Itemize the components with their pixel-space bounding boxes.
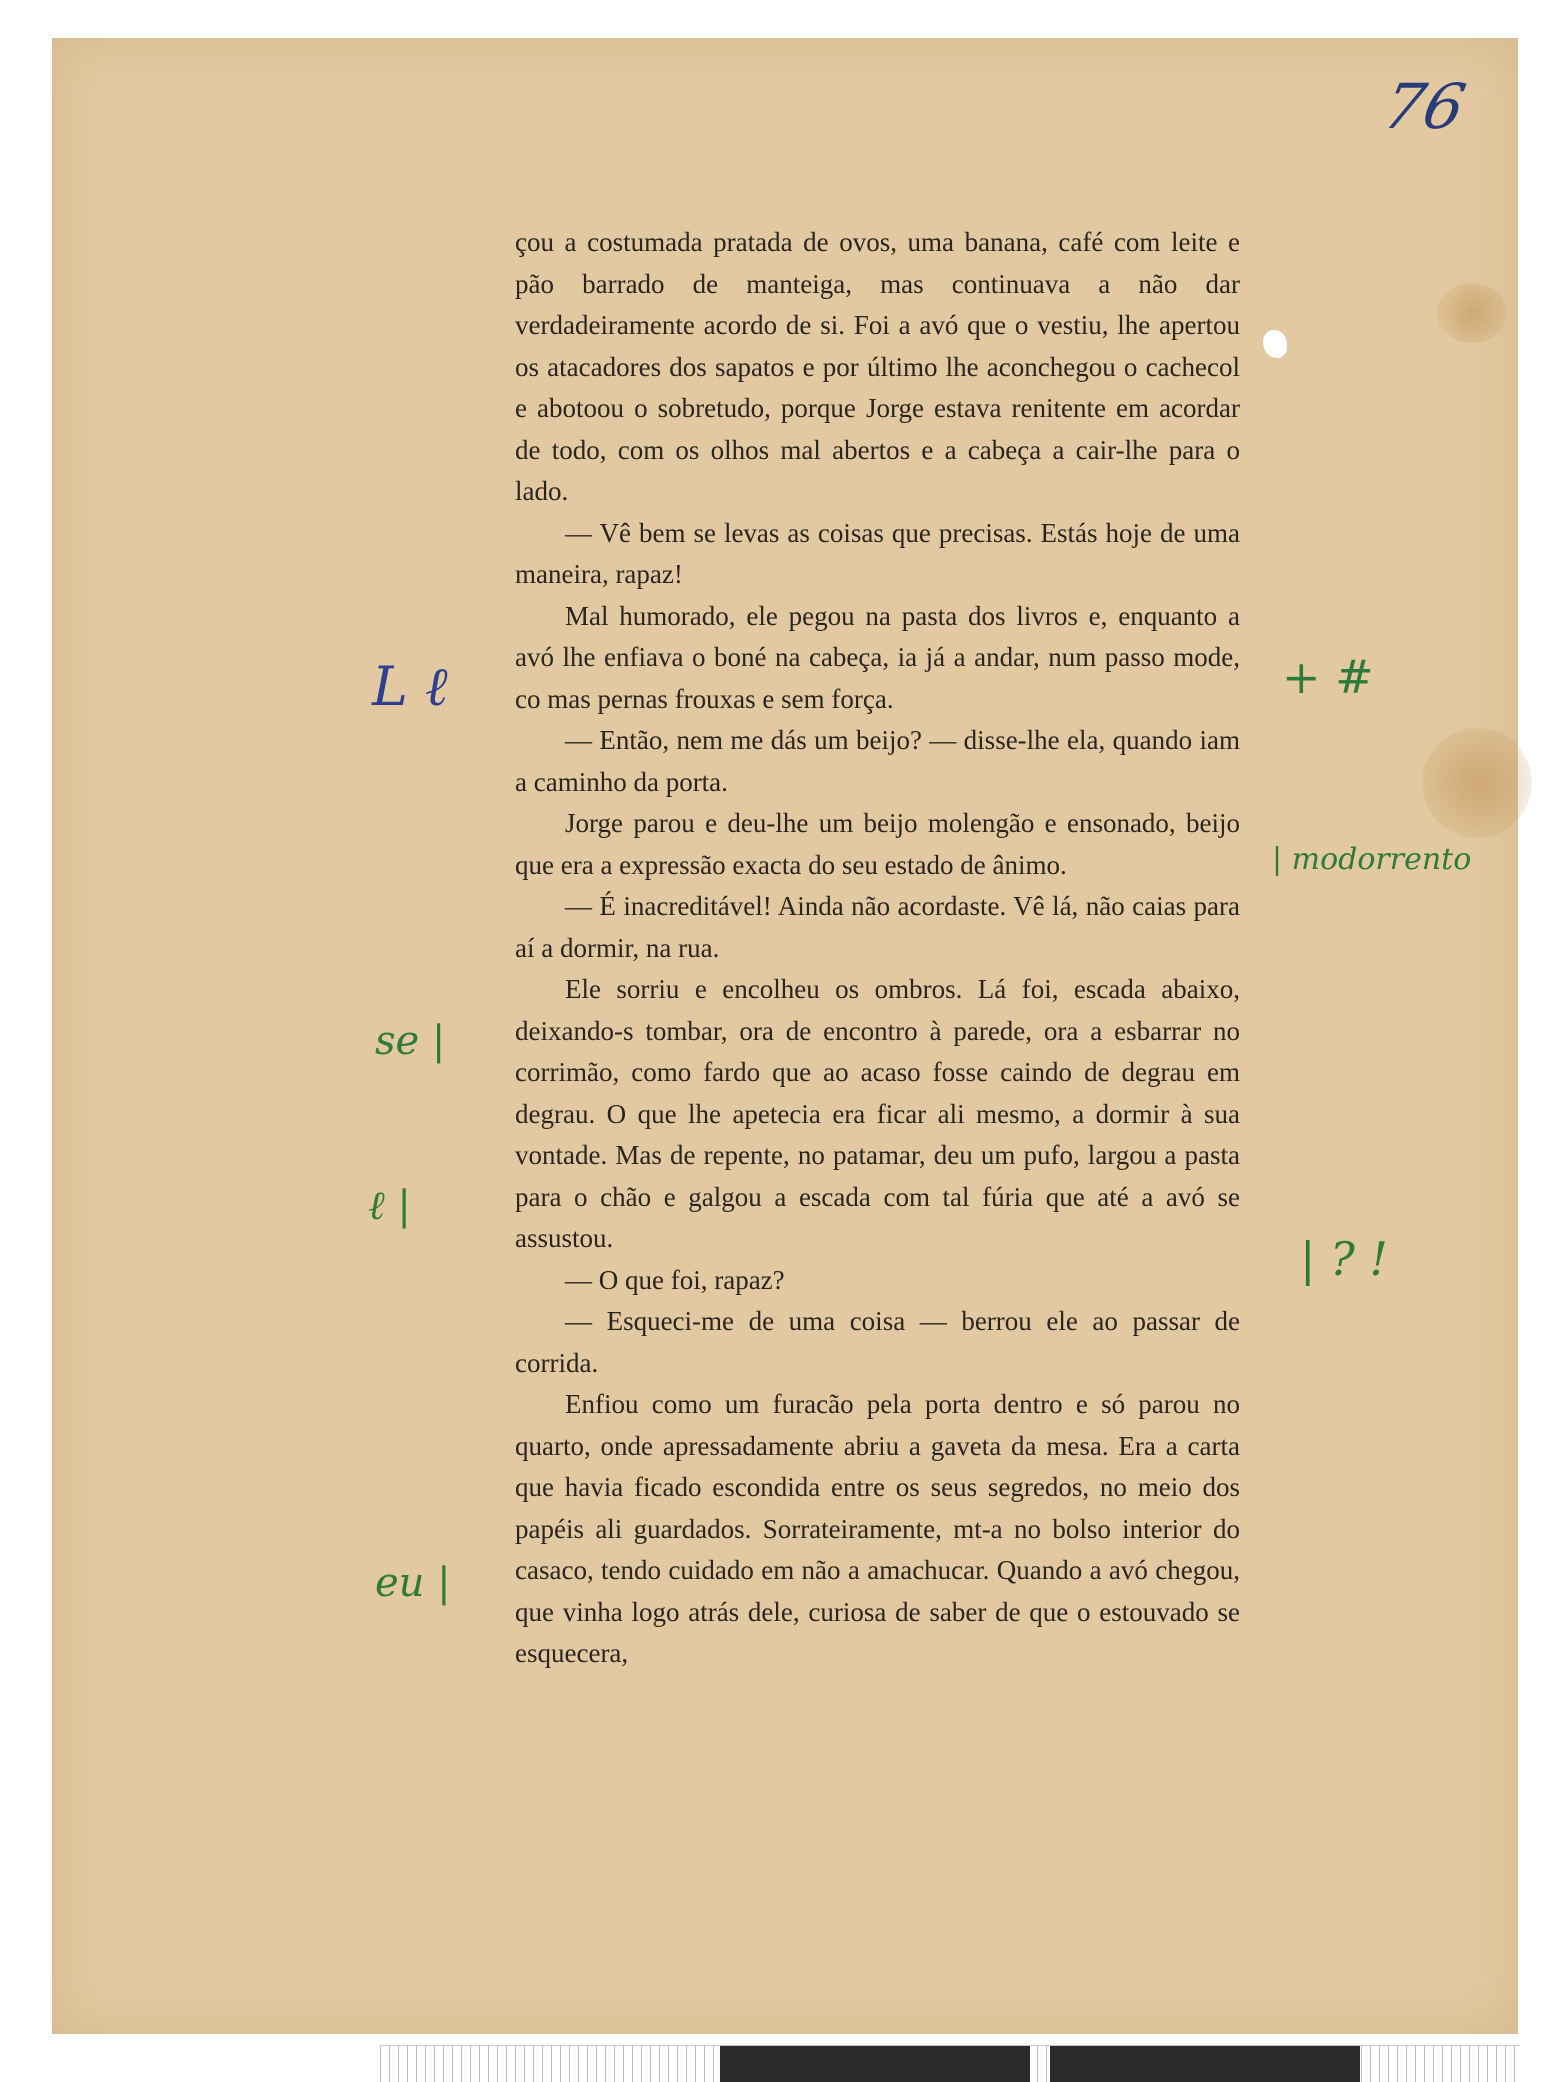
paragraph: Jorge parou e deu-lhe um beijo molengão e ensonado, beijo que era a expressão exacta do seu estado de ânimo. <box>515 808 1240 880</box>
margin-correction-mark: + # <box>1282 650 1374 704</box>
paper-stain <box>1437 283 1507 343</box>
paragraph: çou a costumada pratada de ovos, uma banana, café com leite e pão barrado de manteiga, mas continuava a não dar verdadeiramente acordo de si. Foi a avó que o vestiu, lhe apertou os atacadores dos sapatos e por último lhe aconchegou o cachecol e abotoou o sobretudo, porque Jorge estava renitente em acordar de todo, com os olhos mal abertos e a cabeça a cair-lhe para o lado. <box>515 227 1240 506</box>
ruler-black-segment <box>1050 2046 1360 2082</box>
paragraph: Mal humorado, ele pegou na pasta dos livros e, enquanto a avó lhe enfiava o boné na cabeça, ia já a andar, num passo mode, co mas pernas frouxas e sem força. <box>515 600 1240 714</box>
paragraph: Enfiou como um furacão pela porta dentro e só parou no quarto, onde apressadamente abriu a gaveta da mesa. Era a carta que havia ficado escondida entre os seus segredos, no meio dos papéis ali guardados. Sorrateiramente, mt-a no bolso interior do casaco, tendo cuidado em não a amachucar. Quando a avó chegou, que vinha logo atrás dele, curiosa de saber de que o estouvado se esquecera, <box>515 1389 1240 1668</box>
paragraph: — Vê bem se levas as coisas que precisas. Estás hoje de uma maneira, rapaz! <box>515 517 1240 589</box>
page-number: 76 <box>1377 70 1472 143</box>
paragraph: — É inacreditável! Ainda não acordaste. Vê lá, não caias para aí a dormir, na rua. <box>515 891 1240 963</box>
margin-correction-mark: L ℓ <box>372 655 448 718</box>
paragraph: Ele sorriu e encolheu os ombros. Lá foi, escada abaixo, deixando-s tombar, ora de encontro à parede, ora a esbarrar no corrimão, como fardo que ao acaso fosse caindo de degrau em degrau. O que lhe apetecia era ficar ali mesmo, a dormir à sua vontade. Mas de repente, no patamar, deu um pufo, largou a pasta para o chão e galgou a escada com tal fúria que até a avó se assustou. <box>515 974 1240 1253</box>
paper-hole <box>1263 330 1287 358</box>
scale-ruler <box>380 2045 1520 2082</box>
margin-correction-mark: | ? ! <box>1300 1232 1388 1286</box>
paragraph: — Então, nem me dás um beijo? — disse-lhe ela, quando iam a caminho da porta. <box>515 725 1240 797</box>
margin-correction-mark: se | <box>375 1018 446 1064</box>
margin-correction-mark: ℓ | <box>368 1183 411 1229</box>
ruler-black-segment <box>720 2046 1030 2082</box>
paper-stain <box>1422 728 1532 838</box>
body-text <box>515 222 1240 1675</box>
paragraph: — O que foi, rapaz? <box>565 1264 785 1295</box>
paragraph: — Esqueci-me de uma coisa — berrou ele ao passar de corrida. <box>515 1306 1240 1378</box>
margin-correction-mark: eu | <box>375 1560 451 1606</box>
margin-correction-mark: | modorrento <box>1272 842 1472 877</box>
